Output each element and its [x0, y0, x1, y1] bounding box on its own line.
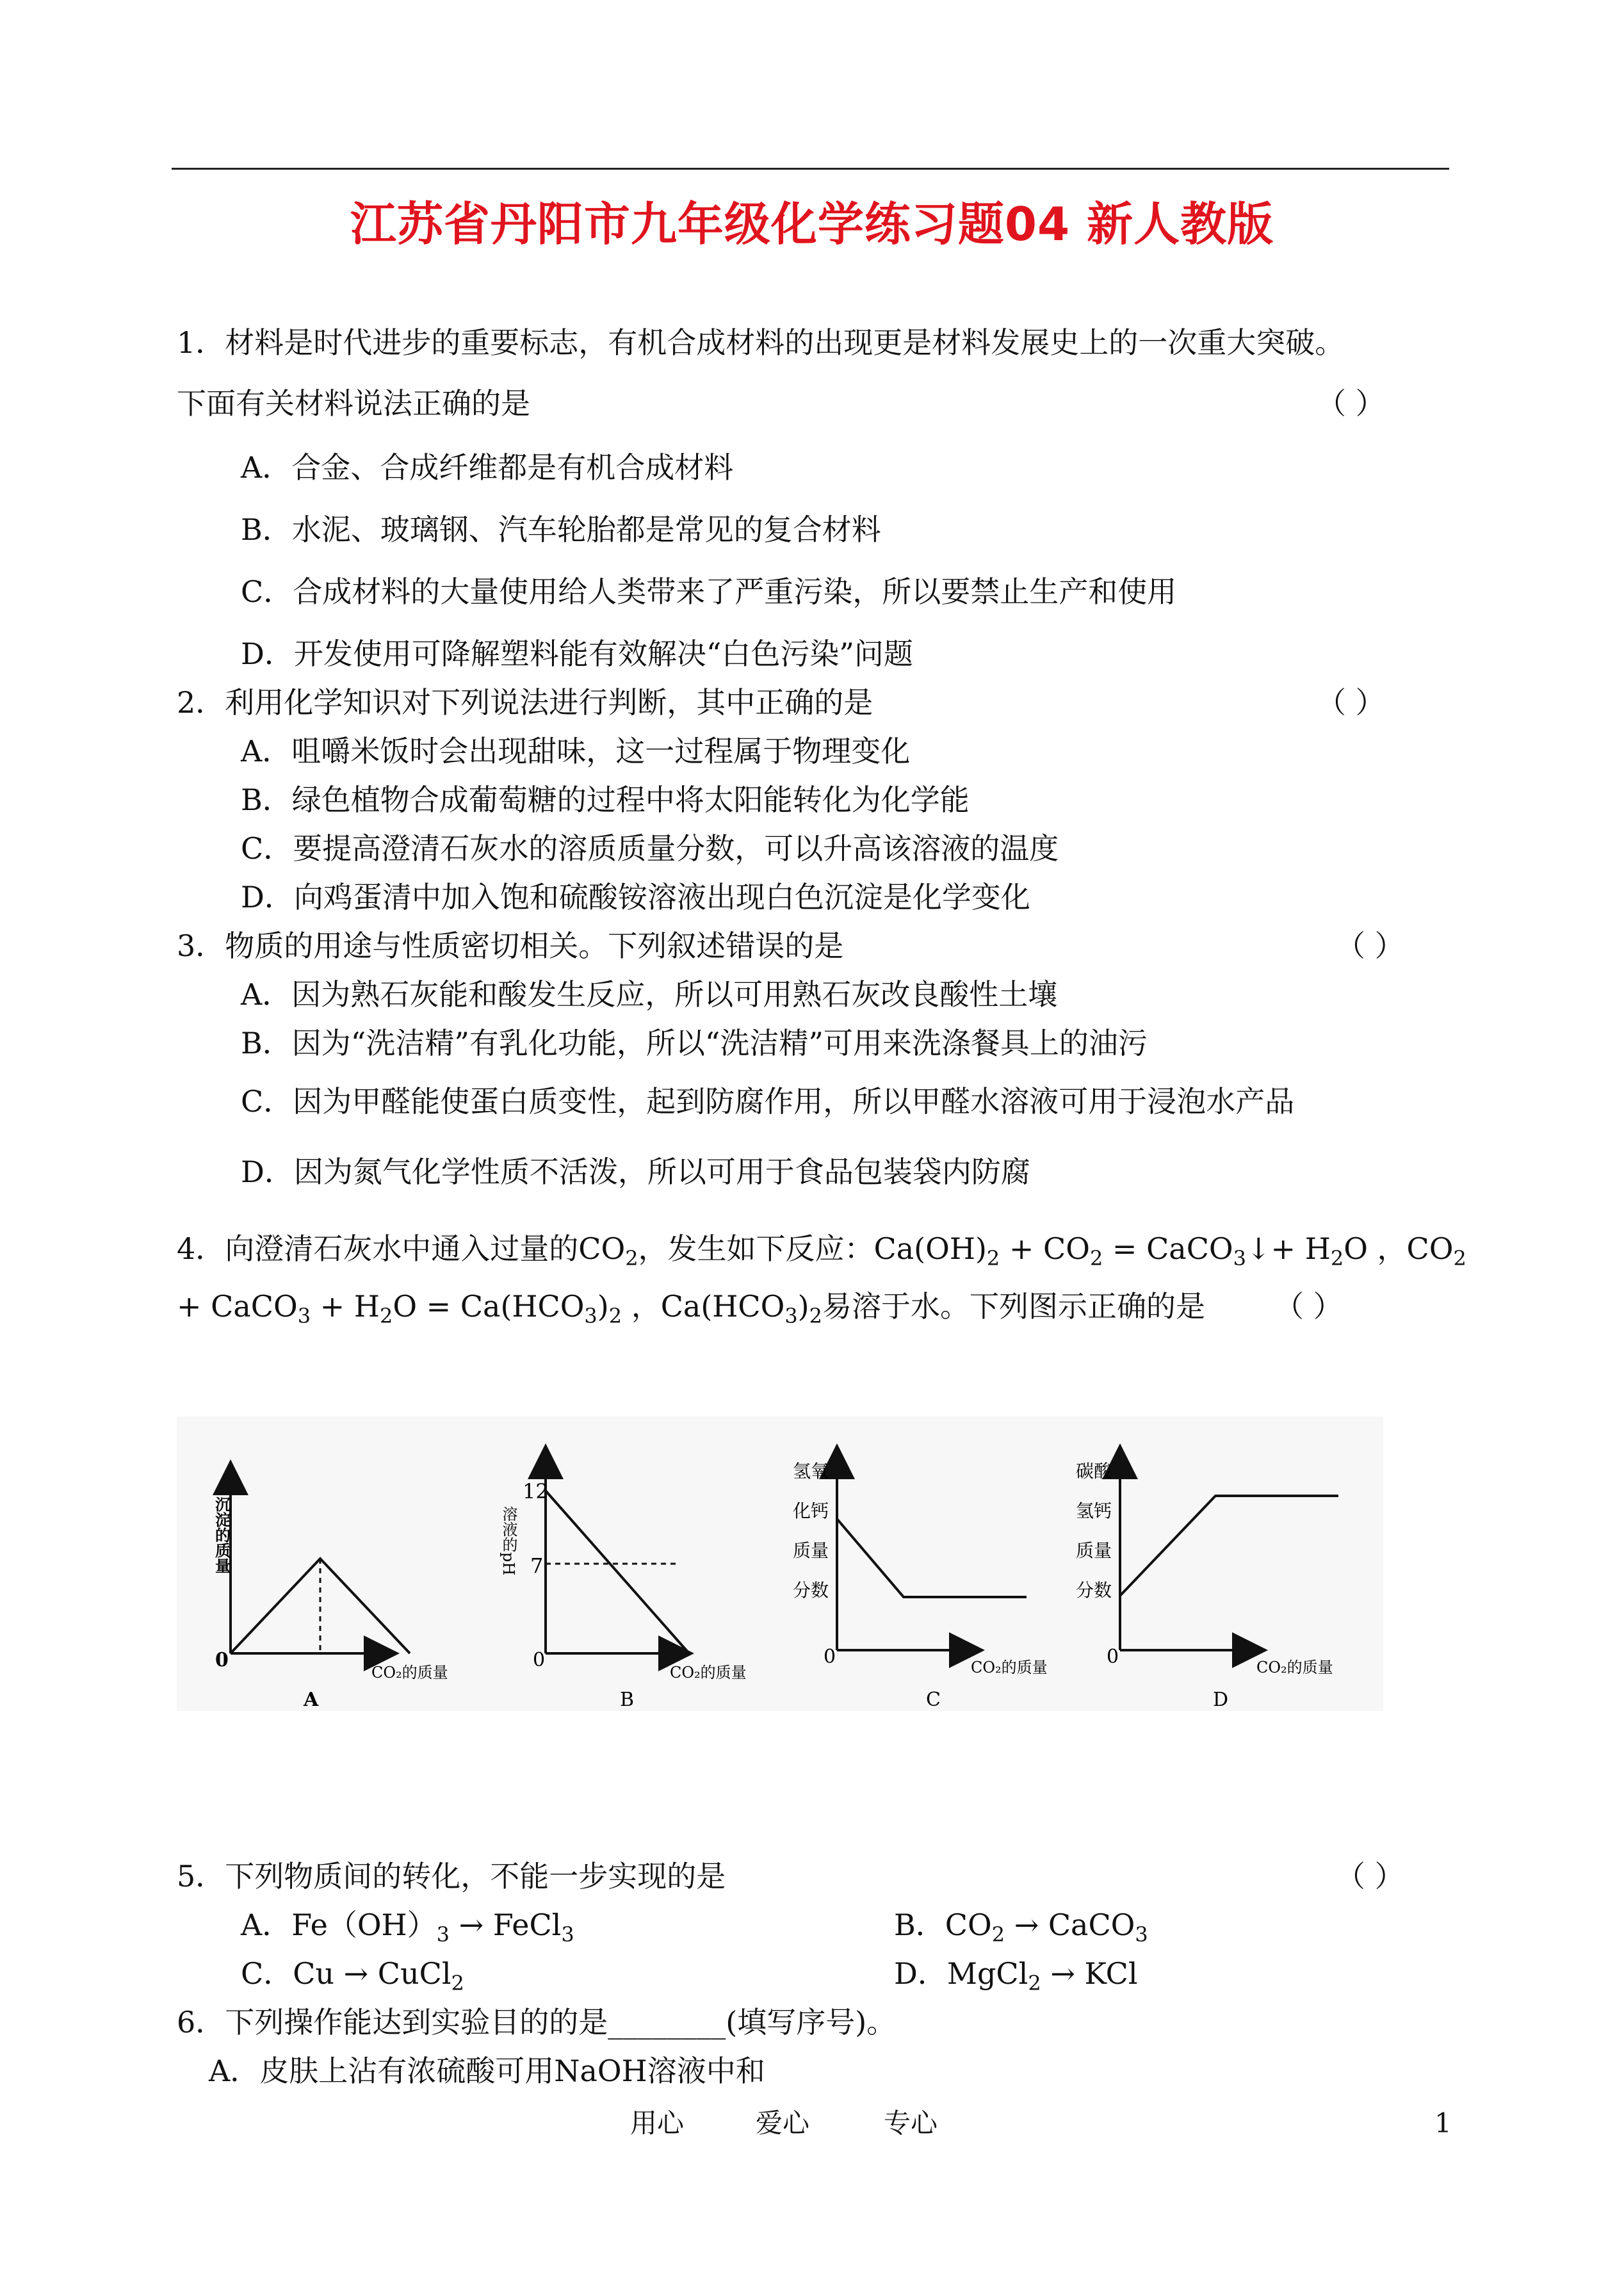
- graph-c-xlabel: CO₂的质量: [971, 1658, 1048, 1676]
- footer-word-2: 爱心: [756, 2107, 810, 2139]
- graph-b-xlabel: CO₂的质量: [670, 1664, 747, 1682]
- graph-d-origin: 0: [1107, 1646, 1119, 1668]
- graph-a-letter: A: [304, 1689, 319, 1711]
- q5-option-d: D．MgCl$_2$ → KCl: [894, 1956, 1138, 1995]
- q1-option-c: C．合成材料的大量使用给人类带来了严重污染，所以要禁止生产和使用: [241, 574, 1177, 609]
- graph-b-curve: [546, 1491, 689, 1653]
- q4-stem-line1: 4．向澄清石灰水中通入过量的$CO_2$，发生如下反应：$Ca(OH)_2 + CO_2$ = CaCO$_3$↓+ $H_2O$ ，$CO_2$: [177, 1231, 1466, 1270]
- q5-option-a: A．$Fe(OH)_3$ → FeCl$_3$: [241, 1908, 574, 1947]
- q2-stem: 2．利用化学知识对下列说法进行判断，其中正确的是: [177, 685, 873, 720]
- graph-b-origin: 0: [533, 1649, 546, 1671]
- graph-b-ylabel: 溶液的pH: [499, 1506, 517, 1576]
- graph-a-origin: 0: [215, 1649, 229, 1671]
- q2-option-b: B．绿色植物合成葡萄糖的过程中将太阳能转化为化学能: [241, 783, 970, 817]
- q1-stem-line2: 下面有关材料说法正确的是: [177, 386, 530, 421]
- graph-c-origin: 0: [824, 1646, 836, 1668]
- footer-word-3: 专心: [884, 2107, 938, 2139]
- q5-stem: 5．下列物质间的转化，不能一步实现的是: [177, 1859, 726, 1894]
- q1-option-d: D．开发使用可降解塑料能有效解决“白色污染”问题: [241, 637, 913, 671]
- q1-option-a: A．合金、合成纤维都是有机合成材料: [241, 450, 734, 485]
- q2-option-d: D．向鸡蛋清中加入饱和硫酸铵溶液出现白色沉淀是化学变化: [241, 880, 1030, 914]
- q5-option-b: B．$CO_2$ → CaCO$_3$: [894, 1908, 1148, 1947]
- graph-d: [1076, 1461, 1338, 1711]
- q3-option-a: A．因为熟石灰能和酸发生反应，所以可用熟石灰改良酸性土壤: [241, 977, 1058, 1012]
- q2-option-a: A．咀嚼米饭时会出现甜味，这一过程属于物理变化: [241, 734, 911, 768]
- graph-b-letter: B: [620, 1689, 635, 1711]
- q3-stem: 3．物质的用途与性质密切相关。下列叙述错误的是: [177, 929, 844, 963]
- graph-c-ylabel: 氢氧化钙质量分数: [793, 1461, 829, 1601]
- graph-a-ylabel: 沉淀的质量: [212, 1496, 231, 1573]
- graph-c-letter: C: [926, 1689, 941, 1711]
- graph-d-ylabel: 碳酸氢钙质量分数: [1076, 1461, 1112, 1601]
- graph-b: [499, 1461, 747, 1711]
- graph-a-xlabel: CO₂的质量: [371, 1664, 448, 1682]
- q6-stem: 6．下列操作能达到实验目的的是________(填写序号)。: [177, 2005, 897, 2040]
- graph-a: [213, 1477, 448, 1711]
- q4-answer-paren: （ ）: [1274, 1289, 1343, 1324]
- graph-c: [793, 1461, 1048, 1711]
- q3-answer-paren: （ ）: [1336, 929, 1404, 963]
- q3-option-c: C．因为甲醛能使蛋白质变性，起到防腐作用，所以甲醛水溶液可用于浸泡水产品: [241, 1084, 1295, 1119]
- q1-stem-line1: 1．材料是时代进步的重要标志，有机合成材料的出现更是材料发展史上的一次重大突破。: [177, 325, 1345, 360]
- page-title: 江苏省丹阳市九年级化学练习题04 新人教版: [350, 197, 1274, 251]
- q3-option-d: D．因为氮气化学性质不活泼，所以可用于食品包装袋内防腐: [241, 1155, 1030, 1189]
- footer-word-1: 用心: [630, 2107, 685, 2139]
- q1-option-b: B．水泥、玻璃钢、汽车轮胎都是常见的复合材料: [241, 512, 881, 547]
- q2-option-c: C．要提高澄清石灰水的溶质质量分数，可以升高该溶液的温度: [241, 831, 1059, 866]
- q4-stem-line2: + CaCO$_3$ + $H_2O = Ca(HCO_3)_2$ ，$Ca(HCO_3)_2$易溶于水。下列图示正确的是: [177, 1289, 1205, 1328]
- q3-option-b: B．因为“洗洁精”有乳化功能，所以“洗洁精”可用来洗涤餐具上的油污: [241, 1026, 1148, 1060]
- graph-b-tick-7: 7: [530, 1553, 544, 1578]
- q5-answer-paren: （ ）: [1336, 1859, 1404, 1894]
- graph-d-curve: [1120, 1496, 1338, 1596]
- graph-d-xlabel: CO₂的质量: [1256, 1658, 1333, 1676]
- q2-answer-paren: （ ）: [1317, 685, 1385, 720]
- graph-b-tick-12: 12: [523, 1479, 549, 1504]
- graph-c-curve: [837, 1519, 1027, 1597]
- q6-option-a: A．皮肤上沾有浓硫酸可用NaOH溶液中和: [209, 2054, 765, 2088]
- q5-option-c: C．Cu → CuCl$_2$: [241, 1956, 464, 1995]
- graph-d-letter: D: [1213, 1689, 1229, 1711]
- q4-graphs-figure: [177, 1416, 1383, 1711]
- page-number: 1: [1434, 2107, 1452, 2139]
- header-rule: [172, 168, 1449, 170]
- q1-answer-paren: （ ）: [1317, 386, 1385, 421]
